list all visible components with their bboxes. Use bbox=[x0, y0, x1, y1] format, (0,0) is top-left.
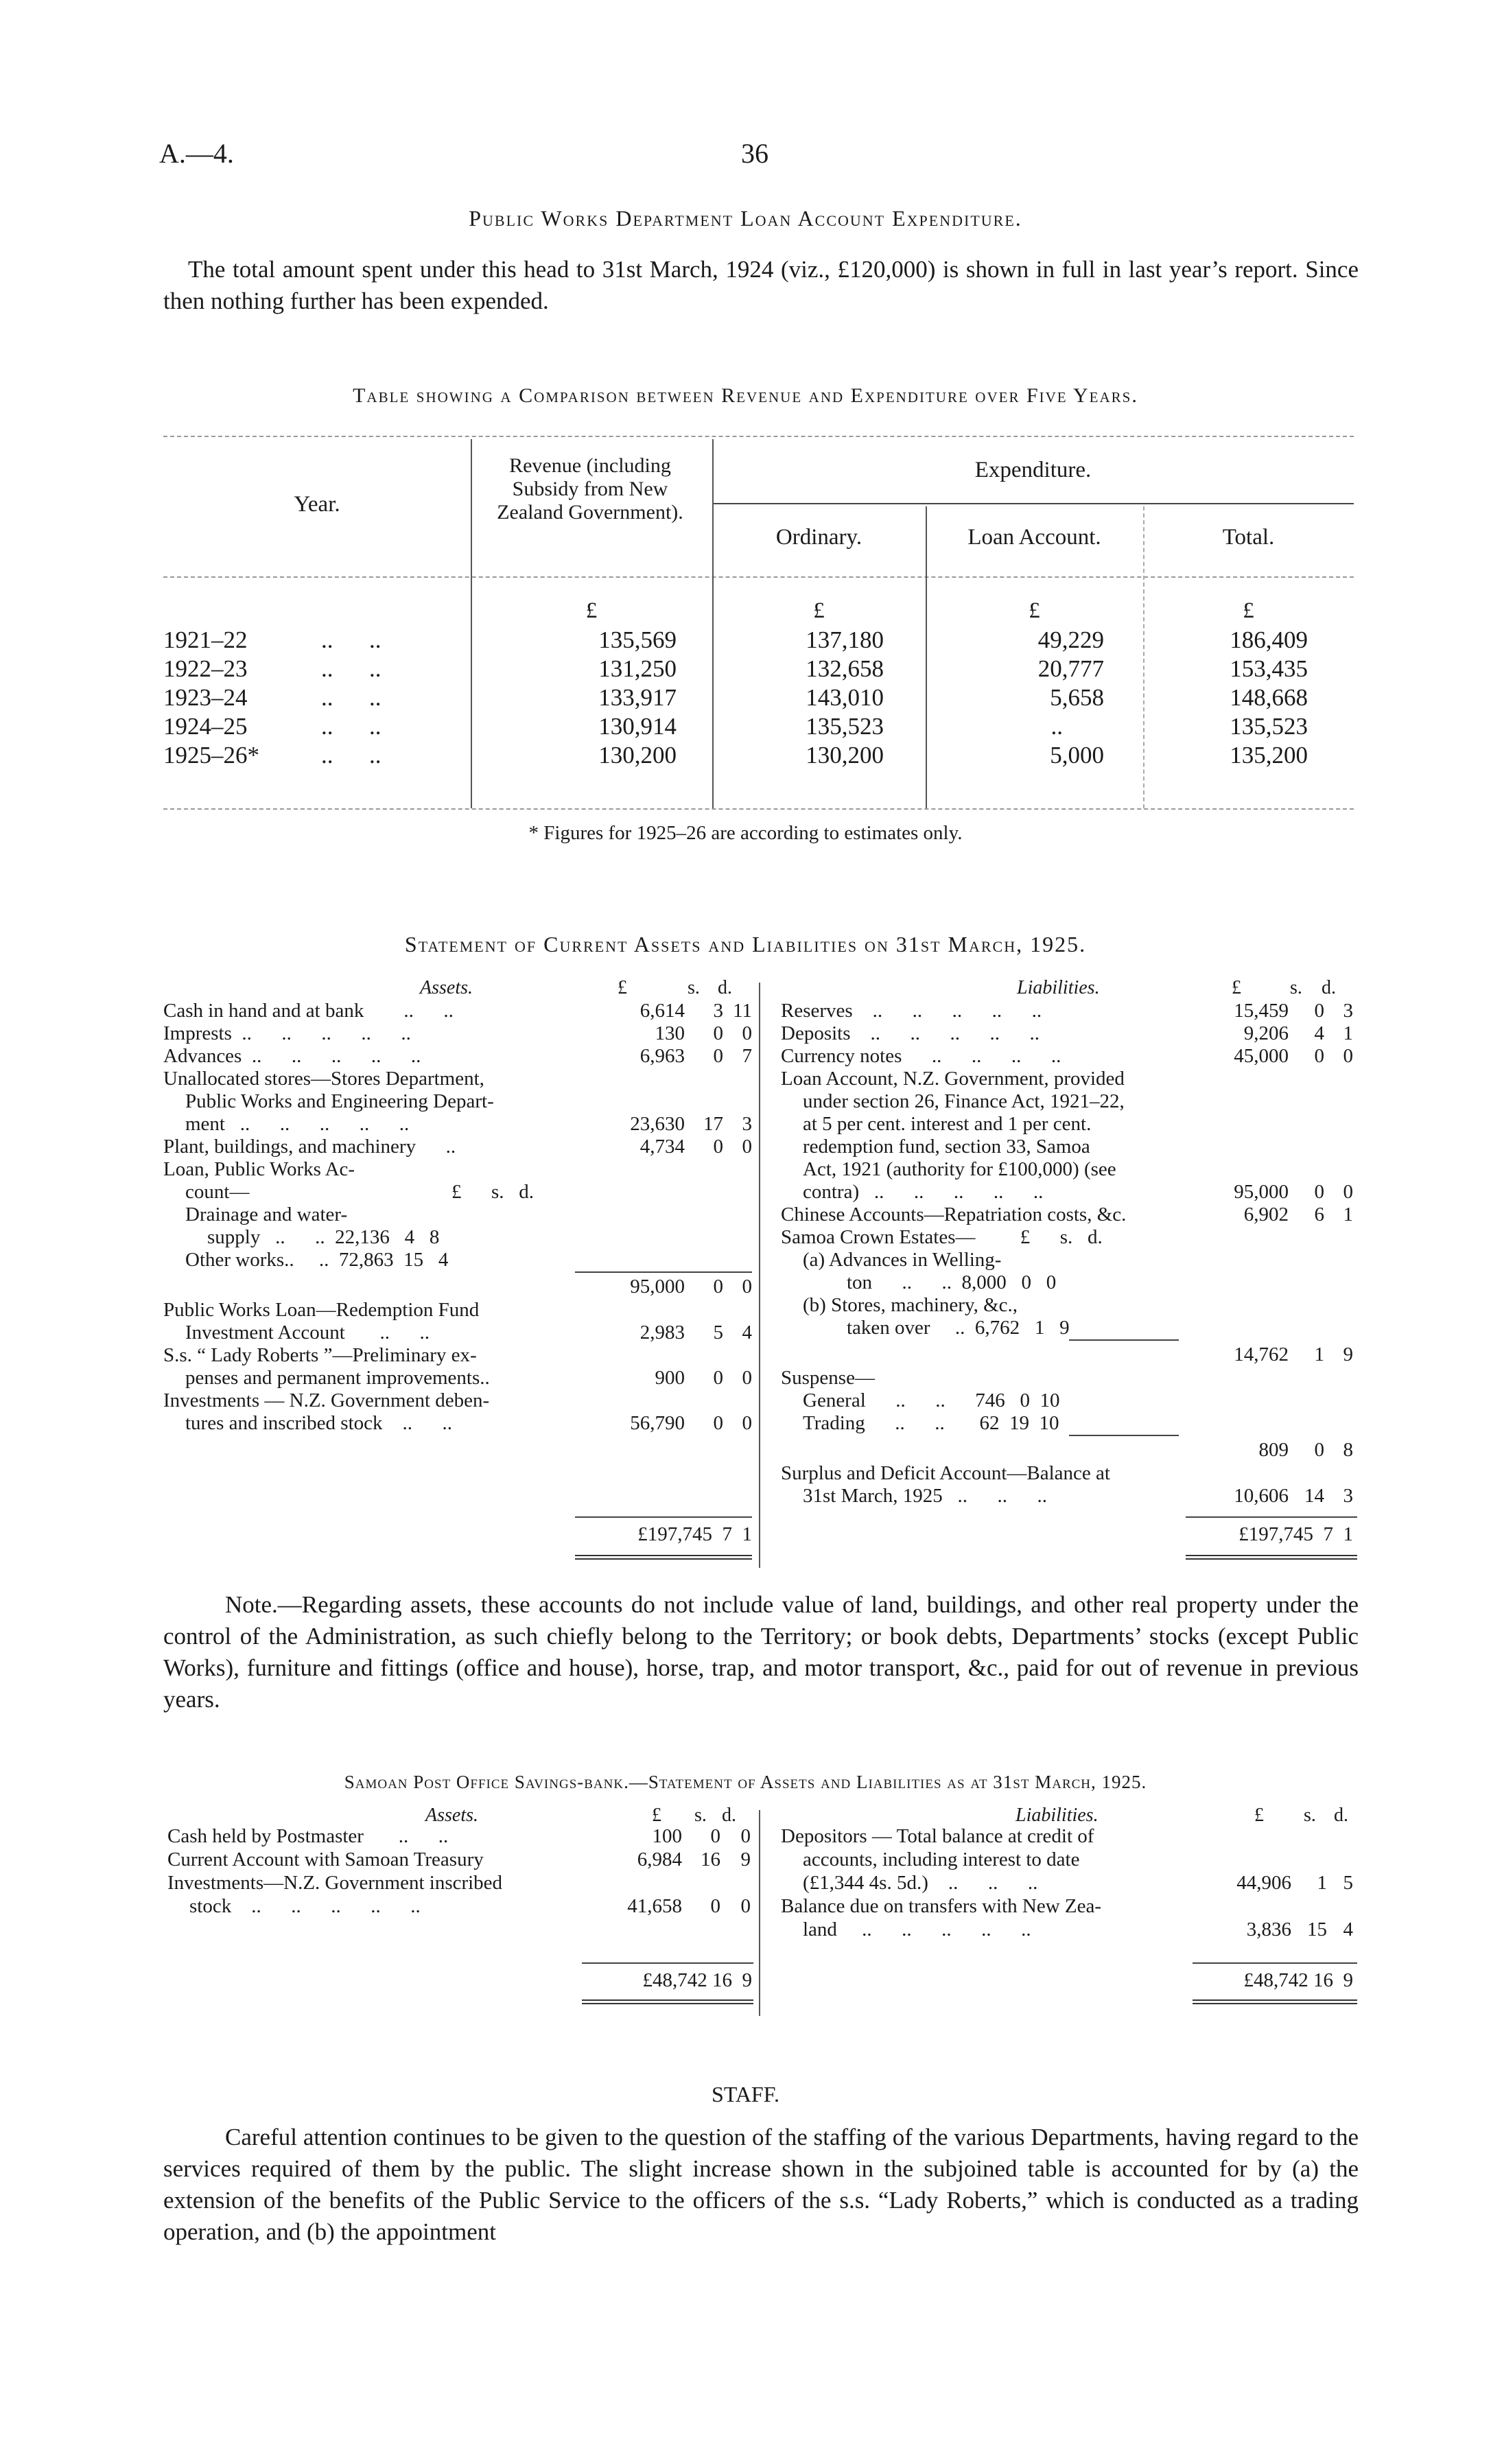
list-item bbox=[781, 1462, 1357, 1485]
asset-label: Current Account with Samoan Treasury bbox=[167, 1849, 484, 1870]
asset-label: penses and permanent improvements.. bbox=[185, 1367, 490, 1389]
list-item bbox=[781, 1895, 1357, 1919]
asset-pounds: 4,734 bbox=[639, 1136, 685, 1158]
liability-pounds: 95,000 bbox=[1234, 1181, 1289, 1203]
liability-shillings: 6 bbox=[1314, 1204, 1324, 1225]
header-bottom-rule bbox=[163, 576, 1354, 578]
asset-pounds: 900 bbox=[655, 1367, 685, 1389]
liability-label: Balance due on transfers with New Zea- bbox=[781, 1895, 1102, 1917]
list-item bbox=[163, 1090, 753, 1113]
liability-label: Suspense— bbox=[781, 1367, 875, 1389]
liability-pounds: 14,762 bbox=[1234, 1344, 1289, 1365]
liability-label: Surplus and Deficit Account—Balance at bbox=[781, 1462, 1110, 1484]
liability-label: (b) Stores, machinery, &c., bbox=[803, 1294, 1018, 1316]
list-item bbox=[163, 1344, 753, 1367]
pwd-paragraph: The total amount spent under this head to 31st March, 1924 (viz., £120,000) is shown in full in last year’s report. Since then nothing further has been expended. bbox=[163, 256, 1359, 314]
list-item bbox=[781, 1412, 1357, 1435]
table-bottom-rule bbox=[163, 808, 1354, 810]
asset-pounds: 56,790 bbox=[630, 1412, 685, 1434]
savings-assets-shilling-heading: s. bbox=[694, 1805, 707, 1826]
asset-pence: 7 bbox=[742, 1045, 752, 1067]
liabilities-total-double-rule bbox=[1186, 1555, 1357, 1560]
list-item bbox=[163, 1204, 753, 1226]
asset-shillings: 3 bbox=[713, 1000, 723, 1022]
list-item bbox=[781, 1113, 1357, 1136]
liabilities-heading: Liabilities. bbox=[1017, 977, 1100, 998]
leader-dots: .. .. bbox=[321, 655, 381, 682]
assets-total-rule bbox=[575, 1516, 752, 1518]
ordinary-cell: 132,658 bbox=[806, 655, 884, 682]
list-item bbox=[167, 1849, 755, 1872]
liability-pounds: 809 bbox=[1258, 1439, 1289, 1461]
liability-label: contra) .. .. .. .. .. bbox=[803, 1181, 1044, 1203]
asset-label: Advances .. .. .. .. .. bbox=[163, 1045, 421, 1067]
liability-pence: 1 bbox=[1343, 1022, 1353, 1044]
subtotal-rule bbox=[1069, 1435, 1179, 1436]
list-item bbox=[163, 1249, 753, 1271]
liability-label: Depositors — Total balance at credit of bbox=[781, 1825, 1094, 1847]
total-cell: 148,668 bbox=[1230, 684, 1308, 711]
asset-pounds: 95,000 bbox=[630, 1276, 685, 1298]
list-item bbox=[781, 1294, 1357, 1317]
ordinary-cell: 143,010 bbox=[806, 684, 884, 711]
subtotal-rule bbox=[575, 1271, 752, 1273]
asset-pence: 0 bbox=[742, 1367, 752, 1389]
liab-shilling-heading: s. bbox=[1290, 977, 1302, 998]
liability-shillings: 0 bbox=[1314, 1000, 1324, 1022]
liab-pound-heading: £ bbox=[1232, 977, 1241, 998]
savings-liabilities-heading: Liabilities. bbox=[1015, 1805, 1099, 1826]
list-item bbox=[781, 1204, 1357, 1226]
savings-bank-title: Samoan Post Office Savings-bank.—Statement of Assets and Liabilities as at 31st March, 1925. bbox=[344, 1772, 1147, 1792]
asset-pence: 0 bbox=[740, 1825, 751, 1847]
asset-shillings: 0 bbox=[710, 1825, 720, 1847]
list-item bbox=[163, 1389, 753, 1412]
liability-label: (£1,344 4s. 5d.) .. .. .. bbox=[803, 1872, 1038, 1894]
liability-label: Samoa Crown Estates— £ s. d. bbox=[781, 1226, 1103, 1248]
asset-pounds: 130 bbox=[655, 1022, 685, 1044]
liability-label: accounts, including interest to date bbox=[803, 1849, 1080, 1870]
liability-pounds: 15,459 bbox=[1234, 1000, 1289, 1022]
loan-cell: 49,229 bbox=[1037, 626, 1104, 653]
table-row bbox=[163, 742, 1354, 771]
liability-shillings: 0 bbox=[1314, 1045, 1324, 1067]
liability-label: at 5 per cent. interest and 1 per cent. bbox=[803, 1113, 1092, 1135]
liability-pence: 3 bbox=[1343, 1000, 1353, 1022]
staff-heading: STAFF. bbox=[712, 2082, 779, 2107]
asset-pence: 11 bbox=[733, 1000, 752, 1022]
liability-pounds: 6,902 bbox=[1243, 1204, 1289, 1225]
list-item bbox=[781, 1339, 1357, 1367]
liability-pounds: 3,836 bbox=[1246, 1919, 1291, 1940]
savings-assets-total: £48,742 16 9 bbox=[642, 1969, 752, 1991]
asset-label: tures and inscribed stock .. .. bbox=[185, 1412, 453, 1434]
assets-shilling-heading: s. bbox=[688, 977, 700, 998]
revenue-cell: 135,569 bbox=[598, 626, 677, 653]
col-header-year: Year. bbox=[294, 492, 340, 517]
revenue-currency: £ bbox=[585, 598, 598, 623]
list-item bbox=[781, 1919, 1357, 1942]
list-item bbox=[781, 1068, 1357, 1090]
comparison-rows bbox=[163, 626, 1354, 771]
asset-label: ment .. .. .. .. .. bbox=[185, 1113, 410, 1135]
asset-shillings: 0 bbox=[713, 1276, 723, 1298]
liability-label: ton .. .. 8,000 0 0 bbox=[847, 1271, 1057, 1293]
statement-center-divider bbox=[759, 983, 760, 1568]
liability-shillings: 1 bbox=[1314, 1344, 1324, 1365]
revenue-cell: 133,917 bbox=[598, 684, 677, 711]
asset-label: Public Works Loan—Redemption Fund bbox=[163, 1299, 480, 1321]
document-reference: A.—4. bbox=[159, 138, 234, 169]
savings-assets-total-rule bbox=[582, 1962, 753, 1964]
asset-label: Cash in hand and at bank .. .. bbox=[163, 1000, 454, 1022]
total-cell: 153,435 bbox=[1230, 655, 1308, 682]
asset-label: Plant, buildings, and machinery .. bbox=[163, 1136, 456, 1158]
year-cell: 1921–22 bbox=[163, 626, 248, 653]
assets-note: Note.—Regarding assets, these accounts do not include value of land, buildings, and other real property under the control of the Administration, as such chiefly belong to the Territory; or book debts, Departments’ stocks (except Public Works), furniture and fittings (office and house), horse, trap, and motor transport, &c., paid for out of revenue in previous years. bbox=[163, 1591, 1359, 1713]
savings-liab-pound-heading: £ bbox=[1254, 1805, 1264, 1826]
leader-dots: .. .. bbox=[321, 713, 381, 740]
liability-pence: 3 bbox=[1343, 1485, 1353, 1507]
asset-shillings: 0 bbox=[713, 1136, 723, 1158]
liability-pounds: 44,906 bbox=[1236, 1872, 1291, 1894]
list-item bbox=[781, 1022, 1357, 1045]
list-item bbox=[167, 1825, 755, 1849]
savings-liab-pence-heading: d. bbox=[1334, 1805, 1348, 1826]
list-item bbox=[781, 1825, 1357, 1849]
asset-label: Other works.. .. 72,863 15 4 bbox=[185, 1249, 449, 1271]
ordinary-cell: 137,180 bbox=[806, 626, 884, 653]
asset-label: supply .. .. 22,136 4 8 bbox=[207, 1226, 440, 1248]
savings-assets-pound-heading: £ bbox=[652, 1805, 661, 1826]
liabilities-total-rule bbox=[1186, 1516, 1357, 1518]
ordinary-currency: £ bbox=[813, 598, 825, 623]
liability-label: land .. .. .. .. .. bbox=[803, 1919, 1031, 1940]
table-top-rule bbox=[163, 436, 1354, 437]
list-item bbox=[781, 1849, 1357, 1872]
asset-shillings: 0 bbox=[713, 1412, 723, 1434]
liability-label: Act, 1921 (authority for £100,000) (see bbox=[803, 1158, 1116, 1180]
asset-shillings: 0 bbox=[713, 1022, 723, 1044]
list-item bbox=[167, 1895, 755, 1919]
ordinary-cell: 130,200 bbox=[806, 742, 884, 768]
total-cell: 135,200 bbox=[1230, 742, 1308, 768]
liability-shillings: 4 bbox=[1314, 1022, 1324, 1044]
list-item bbox=[163, 1412, 753, 1435]
asset-pounds: 6,984 bbox=[637, 1849, 682, 1870]
liability-pence: 0 bbox=[1343, 1181, 1353, 1203]
list-item bbox=[163, 1136, 753, 1158]
asset-pence: 0 bbox=[742, 1022, 752, 1044]
asset-label: stock .. .. .. .. .. bbox=[189, 1895, 421, 1917]
asset-pounds: 6,963 bbox=[639, 1045, 685, 1067]
liability-pence: 9 bbox=[1343, 1344, 1353, 1365]
asset-label: Unallocated stores—Stores Department, bbox=[163, 1068, 484, 1090]
asset-label: Imprests .. .. .. .. .. bbox=[163, 1022, 411, 1044]
list-item bbox=[163, 1299, 753, 1322]
assets-pence-heading: d. bbox=[718, 977, 732, 998]
list-item bbox=[163, 1158, 753, 1181]
asset-shillings: 0 bbox=[713, 1045, 723, 1067]
list-item bbox=[163, 1367, 753, 1389]
liability-label: under section 26, Finance Act, 1921–22, bbox=[803, 1090, 1125, 1112]
statement-title: Statement of Current Assets and Liabilities on 31st March, 1925. bbox=[404, 932, 1087, 957]
asset-shillings: 0 bbox=[713, 1367, 723, 1389]
pwd-section-title: Public Works Department Loan Account Expenditure. bbox=[469, 206, 1022, 231]
table-row bbox=[163, 713, 1354, 742]
list-item bbox=[781, 1090, 1357, 1113]
assets-total-double-rule bbox=[575, 1555, 752, 1560]
list-item bbox=[781, 1158, 1357, 1181]
liability-label: Loan Account, N.Z. Government, provided bbox=[781, 1068, 1125, 1090]
expenditure-subrule bbox=[712, 503, 1354, 504]
asset-shillings: 0 bbox=[710, 1895, 720, 1917]
total-cell: 135,523 bbox=[1230, 713, 1308, 740]
loan-currency: £ bbox=[1029, 598, 1040, 623]
loan-cell: 5,000 bbox=[1050, 742, 1104, 768]
asset-pence: 0 bbox=[742, 1136, 752, 1158]
ordinary-cell: 135,523 bbox=[806, 713, 884, 740]
total-currency: £ bbox=[1243, 598, 1254, 623]
list-item bbox=[781, 1317, 1357, 1339]
leader-dots: .. .. bbox=[321, 684, 381, 711]
savings-liab-total-double-rule bbox=[1193, 1999, 1357, 2004]
list-item bbox=[781, 1226, 1357, 1249]
savings-assets-pence-heading: d. bbox=[722, 1805, 736, 1826]
liability-label: Deposits .. .. .. .. .. bbox=[781, 1022, 1040, 1044]
subtotal-rule bbox=[1069, 1339, 1179, 1341]
comparison-table-title: Table showing a Comparison between Revenue and Expenditure over Five Years. bbox=[353, 384, 1138, 407]
liability-shillings: 15 bbox=[1307, 1919, 1327, 1940]
year-cell: 1923–24 bbox=[163, 684, 248, 711]
page-number: 36 bbox=[741, 138, 768, 169]
list-item bbox=[781, 1181, 1357, 1204]
table-row bbox=[163, 626, 1354, 655]
list-item bbox=[163, 1068, 753, 1090]
liability-pence: 5 bbox=[1343, 1872, 1353, 1894]
list-item bbox=[163, 1181, 753, 1204]
liability-label: 31st March, 1925 .. .. .. bbox=[803, 1485, 1048, 1507]
liability-label: taken over .. 6,762 1 9 bbox=[847, 1317, 1070, 1339]
table-row bbox=[163, 655, 1354, 684]
list-item bbox=[781, 1367, 1357, 1389]
loan-cell: 5,658 bbox=[1050, 684, 1104, 711]
assets-list bbox=[163, 1000, 753, 1435]
assets-total: £197,745 7 1 bbox=[637, 1523, 752, 1545]
list-item bbox=[781, 1136, 1357, 1158]
list-item bbox=[781, 1249, 1357, 1271]
asset-shillings: 17 bbox=[703, 1113, 723, 1135]
comparison-footnote: * Figures for 1925–26 are according to estimates only. bbox=[528, 822, 963, 844]
liabilities-list bbox=[781, 1000, 1357, 1507]
loan-cell: .. bbox=[1050, 713, 1063, 740]
liability-label: Currency notes .. .. .. .. bbox=[781, 1045, 1061, 1067]
asset-pence: 0 bbox=[742, 1412, 752, 1434]
asset-label: Public Works and Engineering Depart- bbox=[185, 1090, 494, 1112]
list-item bbox=[781, 1872, 1357, 1895]
savings-liabilities-list bbox=[781, 1825, 1357, 1942]
total-cell: 186,409 bbox=[1230, 626, 1308, 653]
asset-pounds: 2,983 bbox=[639, 1322, 685, 1344]
revenue-cell: 130,914 bbox=[598, 713, 677, 740]
savings-assets-total-double-rule bbox=[582, 1999, 753, 2004]
leader-dots: .. .. bbox=[321, 742, 381, 768]
col-header-loan-account: Loan Account. bbox=[967, 525, 1101, 550]
asset-pounds: 23,630 bbox=[630, 1113, 685, 1135]
col-header-total: Total. bbox=[1222, 525, 1275, 550]
liability-shillings: 0 bbox=[1314, 1439, 1324, 1461]
liability-pence: 0 bbox=[1343, 1045, 1353, 1067]
asset-pounds: 100 bbox=[652, 1825, 682, 1847]
col-header-ordinary: Ordinary. bbox=[775, 525, 862, 550]
liability-shillings: 1 bbox=[1317, 1872, 1327, 1894]
list-item bbox=[167, 1872, 755, 1895]
liability-label: (a) Advances in Welling- bbox=[803, 1249, 1002, 1271]
list-item bbox=[781, 1389, 1357, 1412]
liability-label: Chinese Accounts—Repatriation costs, &c. bbox=[781, 1204, 1127, 1225]
asset-pence: 9 bbox=[740, 1849, 751, 1870]
liab-pence-heading: d. bbox=[1322, 977, 1336, 998]
savings-center-divider bbox=[759, 1810, 760, 2016]
savings-assets-heading: Assets. bbox=[425, 1805, 478, 1826]
list-item bbox=[781, 1435, 1357, 1462]
savings-liab-total-rule bbox=[1193, 1962, 1357, 1964]
liability-label: Reserves .. .. .. .. .. bbox=[781, 1000, 1042, 1022]
liability-label: General .. .. 746 0 10 bbox=[803, 1389, 1060, 1411]
liability-label: Trading .. .. 62 19 10 bbox=[803, 1412, 1059, 1434]
liability-pounds: 10,606 bbox=[1234, 1485, 1289, 1507]
table-row bbox=[163, 684, 1354, 713]
col-header-revenue: Revenue (including Subsidy from New Zealand Government). bbox=[497, 454, 683, 524]
liability-pounds: 9,206 bbox=[1243, 1022, 1289, 1044]
col-header-expenditure: Expenditure. bbox=[974, 458, 1092, 482]
loan-subcolumn-heading: £ s. d. bbox=[451, 1181, 535, 1203]
list-item bbox=[781, 1000, 1357, 1022]
list-item bbox=[781, 1485, 1357, 1507]
staff-paragraph: Careful attention continues to be given to the question of the staffing of the various Departments, having regard to the services required of them by the public. The slight increase shown in the subjoined table is accounted for by (a) the extension of the benefits of the Public Service to the officers of the s.s. “Lady Roberts,” which is conducted as a trading operation, and (b) the appointment bbox=[163, 2124, 1359, 2245]
list-item bbox=[163, 1226, 753, 1249]
asset-label: S.s. “ Lady Roberts ”—Preliminary ex- bbox=[163, 1344, 477, 1366]
asset-pence: 3 bbox=[742, 1113, 752, 1135]
revenue-cell: 130,200 bbox=[598, 742, 677, 768]
leader-dots: .. .. bbox=[321, 626, 381, 653]
list-item bbox=[163, 1271, 753, 1299]
liabilities-total: £197,745 7 1 bbox=[1238, 1523, 1353, 1545]
savings-liab-shilling-heading: s. bbox=[1304, 1805, 1316, 1826]
asset-pounds: 6,614 bbox=[639, 1000, 685, 1022]
list-item bbox=[163, 1000, 753, 1022]
list-item bbox=[163, 1022, 753, 1045]
asset-pence: 4 bbox=[742, 1322, 752, 1344]
year-cell: 1922–23 bbox=[163, 655, 248, 682]
savings-assets-list bbox=[167, 1825, 755, 1919]
liability-pounds: 45,000 bbox=[1234, 1045, 1289, 1067]
asset-shillings: 5 bbox=[713, 1322, 723, 1344]
year-cell: 1924–25 bbox=[163, 713, 248, 740]
liability-pence: 8 bbox=[1343, 1439, 1353, 1461]
asset-pence: 0 bbox=[740, 1895, 751, 1917]
liability-shillings: 14 bbox=[1304, 1485, 1324, 1507]
list-item bbox=[163, 1045, 753, 1068]
asset-label: Investment Account .. .. bbox=[185, 1322, 430, 1344]
liability-shillings: 0 bbox=[1314, 1181, 1324, 1203]
asset-label: Investments—N.Z. Government inscribed bbox=[167, 1872, 503, 1894]
asset-pence: 0 bbox=[742, 1276, 752, 1298]
liability-label: redemption fund, section 33, Samoa bbox=[803, 1136, 1090, 1158]
year-cell: 1925–26* bbox=[163, 742, 259, 768]
liability-pence: 4 bbox=[1343, 1919, 1353, 1940]
asset-label: Cash held by Postmaster .. .. bbox=[167, 1825, 449, 1847]
asset-shillings: 16 bbox=[701, 1849, 720, 1870]
asset-label: count— bbox=[185, 1181, 250, 1203]
savings-liabilities-total: £48,742 16 9 bbox=[1243, 1969, 1353, 1991]
revenue-cell: 131,250 bbox=[598, 655, 677, 682]
list-item bbox=[781, 1271, 1357, 1294]
list-item bbox=[163, 1322, 753, 1344]
assets-pound-heading: £ bbox=[618, 977, 627, 998]
liability-pence: 1 bbox=[1343, 1204, 1353, 1225]
asset-pounds: 41,658 bbox=[627, 1895, 682, 1917]
assets-heading: Assets. bbox=[420, 977, 473, 998]
asset-label: Loan, Public Works Ac- bbox=[163, 1158, 355, 1180]
loan-cell: 20,777 bbox=[1037, 655, 1104, 682]
asset-label: Drainage and water- bbox=[185, 1204, 348, 1225]
asset-label: Investments — N.Z. Government deben- bbox=[163, 1389, 490, 1411]
list-item bbox=[781, 1045, 1357, 1068]
list-item bbox=[163, 1113, 753, 1136]
